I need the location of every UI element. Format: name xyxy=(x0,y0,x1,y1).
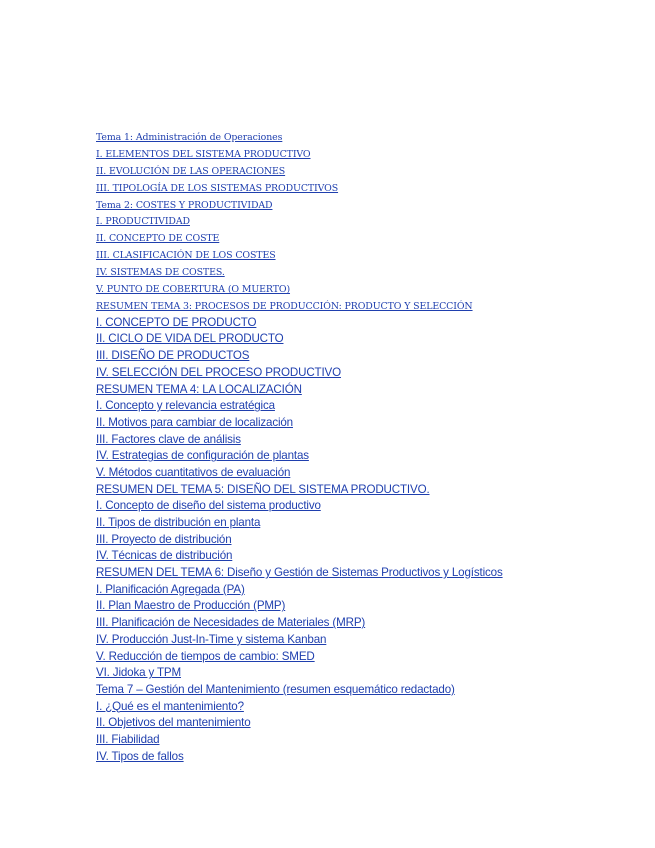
toc-chapter-entry xyxy=(96,196,636,213)
toc-chapter-link[interactable]: Tema 1: Administración de Operaciones xyxy=(96,132,283,143)
toc-section-link[interactable]: II. Motivos para cambiar de localización xyxy=(96,415,293,429)
toc-section-link[interactable]: IV. Estrategias de configuración de plantas xyxy=(96,449,309,463)
toc-section-entry xyxy=(96,162,636,179)
toc-chapter-link[interactable]: RESUMEN TEMA 4: LA LOCALIZACIÓN xyxy=(96,382,302,396)
toc-section-link[interactable]: III. CLASIFICACIÓN DE LOS COSTES xyxy=(96,250,276,262)
toc-section-link[interactable]: III. Factores clave de análisis xyxy=(96,432,241,446)
toc-section-entry xyxy=(96,631,636,648)
toc-chapter-entry xyxy=(96,481,636,498)
toc-section-link[interactable]: III. Fiabilidad xyxy=(96,732,160,746)
toc-section-link[interactable]: IV. Tipos de fallos xyxy=(96,749,184,763)
toc-section-link[interactable]: V. PUNTO DE COBERTURA (O MUERTO) xyxy=(96,284,291,296)
toc-section-entry xyxy=(96,497,636,514)
toc-section-entry xyxy=(96,414,636,431)
toc-section-link[interactable]: I. Concepto de diseño del sistema productivo xyxy=(96,499,321,513)
toc-section-entry xyxy=(96,280,636,297)
toc-section-entry xyxy=(96,464,636,481)
table-of-contents xyxy=(96,128,636,764)
toc-chapter-link[interactable]: RESUMEN DEL TEMA 5: DISEÑO DEL SISTEMA PRODUCTIVO. xyxy=(96,482,430,496)
toc-chapter-entry xyxy=(96,681,636,698)
toc-section-link[interactable]: I. Planificación Agregada (PA) xyxy=(96,582,245,596)
toc-section-link[interactable]: II. CONCEPTO DE COSTE xyxy=(96,233,220,245)
toc-section-link[interactable]: III. Proyecto de distribución xyxy=(96,532,232,546)
toc-chapter-entry xyxy=(96,564,636,581)
toc-section-link[interactable]: I. ¿Qué es el mantenimiento? xyxy=(96,699,244,713)
toc-section-entry xyxy=(96,330,636,347)
toc-section-entry xyxy=(96,581,636,598)
toc-section-link[interactable]: III. TIPOLOGÍA DE LOS SISTEMAS PRODUCTIVOS xyxy=(96,182,339,194)
toc-section-entry xyxy=(96,397,636,414)
toc-section-entry xyxy=(96,246,636,263)
toc-section-entry xyxy=(96,714,636,731)
toc-section-entry xyxy=(96,314,636,331)
toc-section-entry xyxy=(96,229,636,246)
toc-section-entry xyxy=(96,364,636,381)
toc-section-entry xyxy=(96,731,636,748)
toc-section-entry xyxy=(96,347,636,364)
toc-section-link[interactable]: III. DISEÑO DE PRODUCTOS xyxy=(96,349,250,363)
toc-section-link[interactable]: IV. Técnicas de distribución xyxy=(96,549,233,563)
toc-section-entry xyxy=(96,263,636,280)
toc-section-entry xyxy=(96,748,636,765)
toc-section-link[interactable]: II. CICLO DE VIDA DEL PRODUCTO xyxy=(96,332,284,346)
toc-section-link[interactable]: I. PRODUCTIVIDAD xyxy=(96,216,190,228)
toc-section-entry xyxy=(96,212,636,229)
toc-section-entry xyxy=(96,531,636,548)
toc-section-entry xyxy=(96,547,636,564)
toc-section-entry xyxy=(96,179,636,196)
toc-chapter-entry xyxy=(96,297,636,314)
toc-section-link[interactable]: I. CONCEPTO DE PRODUCTO xyxy=(96,315,257,329)
toc-section-entry xyxy=(96,648,636,665)
toc-section-link[interactable]: II. Tipos de distribución en planta xyxy=(96,516,261,530)
toc-section-entry xyxy=(96,698,636,715)
toc-section-link[interactable]: III. Planificación de Necesidades de Materiales (MRP) xyxy=(96,616,366,630)
toc-section-entry xyxy=(96,514,636,531)
toc-section-entry xyxy=(96,664,636,681)
toc-section-link[interactable]: II. Plan Maestro de Producción (PMP) xyxy=(96,599,286,613)
toc-section-link[interactable]: IV. SISTEMAS DE COSTES. xyxy=(96,267,225,279)
toc-section-entry xyxy=(96,145,636,162)
toc-chapter-link[interactable]: Tema 7 – Gestión del Mantenimiento (resumen esquemático redactado) xyxy=(96,682,455,696)
toc-section-entry xyxy=(96,447,636,464)
toc-section-entry xyxy=(96,614,636,631)
toc-section-link[interactable]: VI. Jidoka y TPM xyxy=(96,666,182,680)
toc-chapter-entry xyxy=(96,128,636,145)
toc-section-entry xyxy=(96,597,636,614)
toc-section-link[interactable]: II. Objetivos del mantenimiento xyxy=(96,716,251,730)
toc-section-link[interactable]: V. Reducción de tiempos de cambio: SMED xyxy=(96,649,315,663)
toc-section-link[interactable]: I. Concepto y relevancia estratégica xyxy=(96,399,275,413)
toc-chapter-link[interactable]: RESUMEN DEL TEMA 6: Diseño y Gestión de Sistemas Productivos y Logísticos xyxy=(96,566,503,580)
toc-chapter-link[interactable]: RESUMEN TEMA 3: PROCESOS DE PRODUCCIÓN: PRODUCTO Y SELECCIÓN xyxy=(96,300,473,312)
toc-section-link[interactable]: IV. SELECCIÓN DEL PROCESO PRODUCTIVO xyxy=(96,365,341,379)
toc-section-entry xyxy=(96,431,636,448)
toc-section-link[interactable]: V. Métodos cuantitativos de evaluación xyxy=(96,465,291,479)
toc-chapter-entry xyxy=(96,381,636,398)
toc-section-link[interactable]: II. EVOLUCIÓN DE LAS OPERACIONES xyxy=(96,165,286,177)
toc-section-link[interactable]: I. ELEMENTOS DEL SISTEMA PRODUCTIVO xyxy=(96,148,311,160)
toc-section-link[interactable]: IV. Producción Just-In-Time y sistema Kanban xyxy=(96,632,327,646)
toc-chapter-link[interactable]: Tema 2: COSTES Y PRODUCTIVIDAD xyxy=(96,199,273,211)
